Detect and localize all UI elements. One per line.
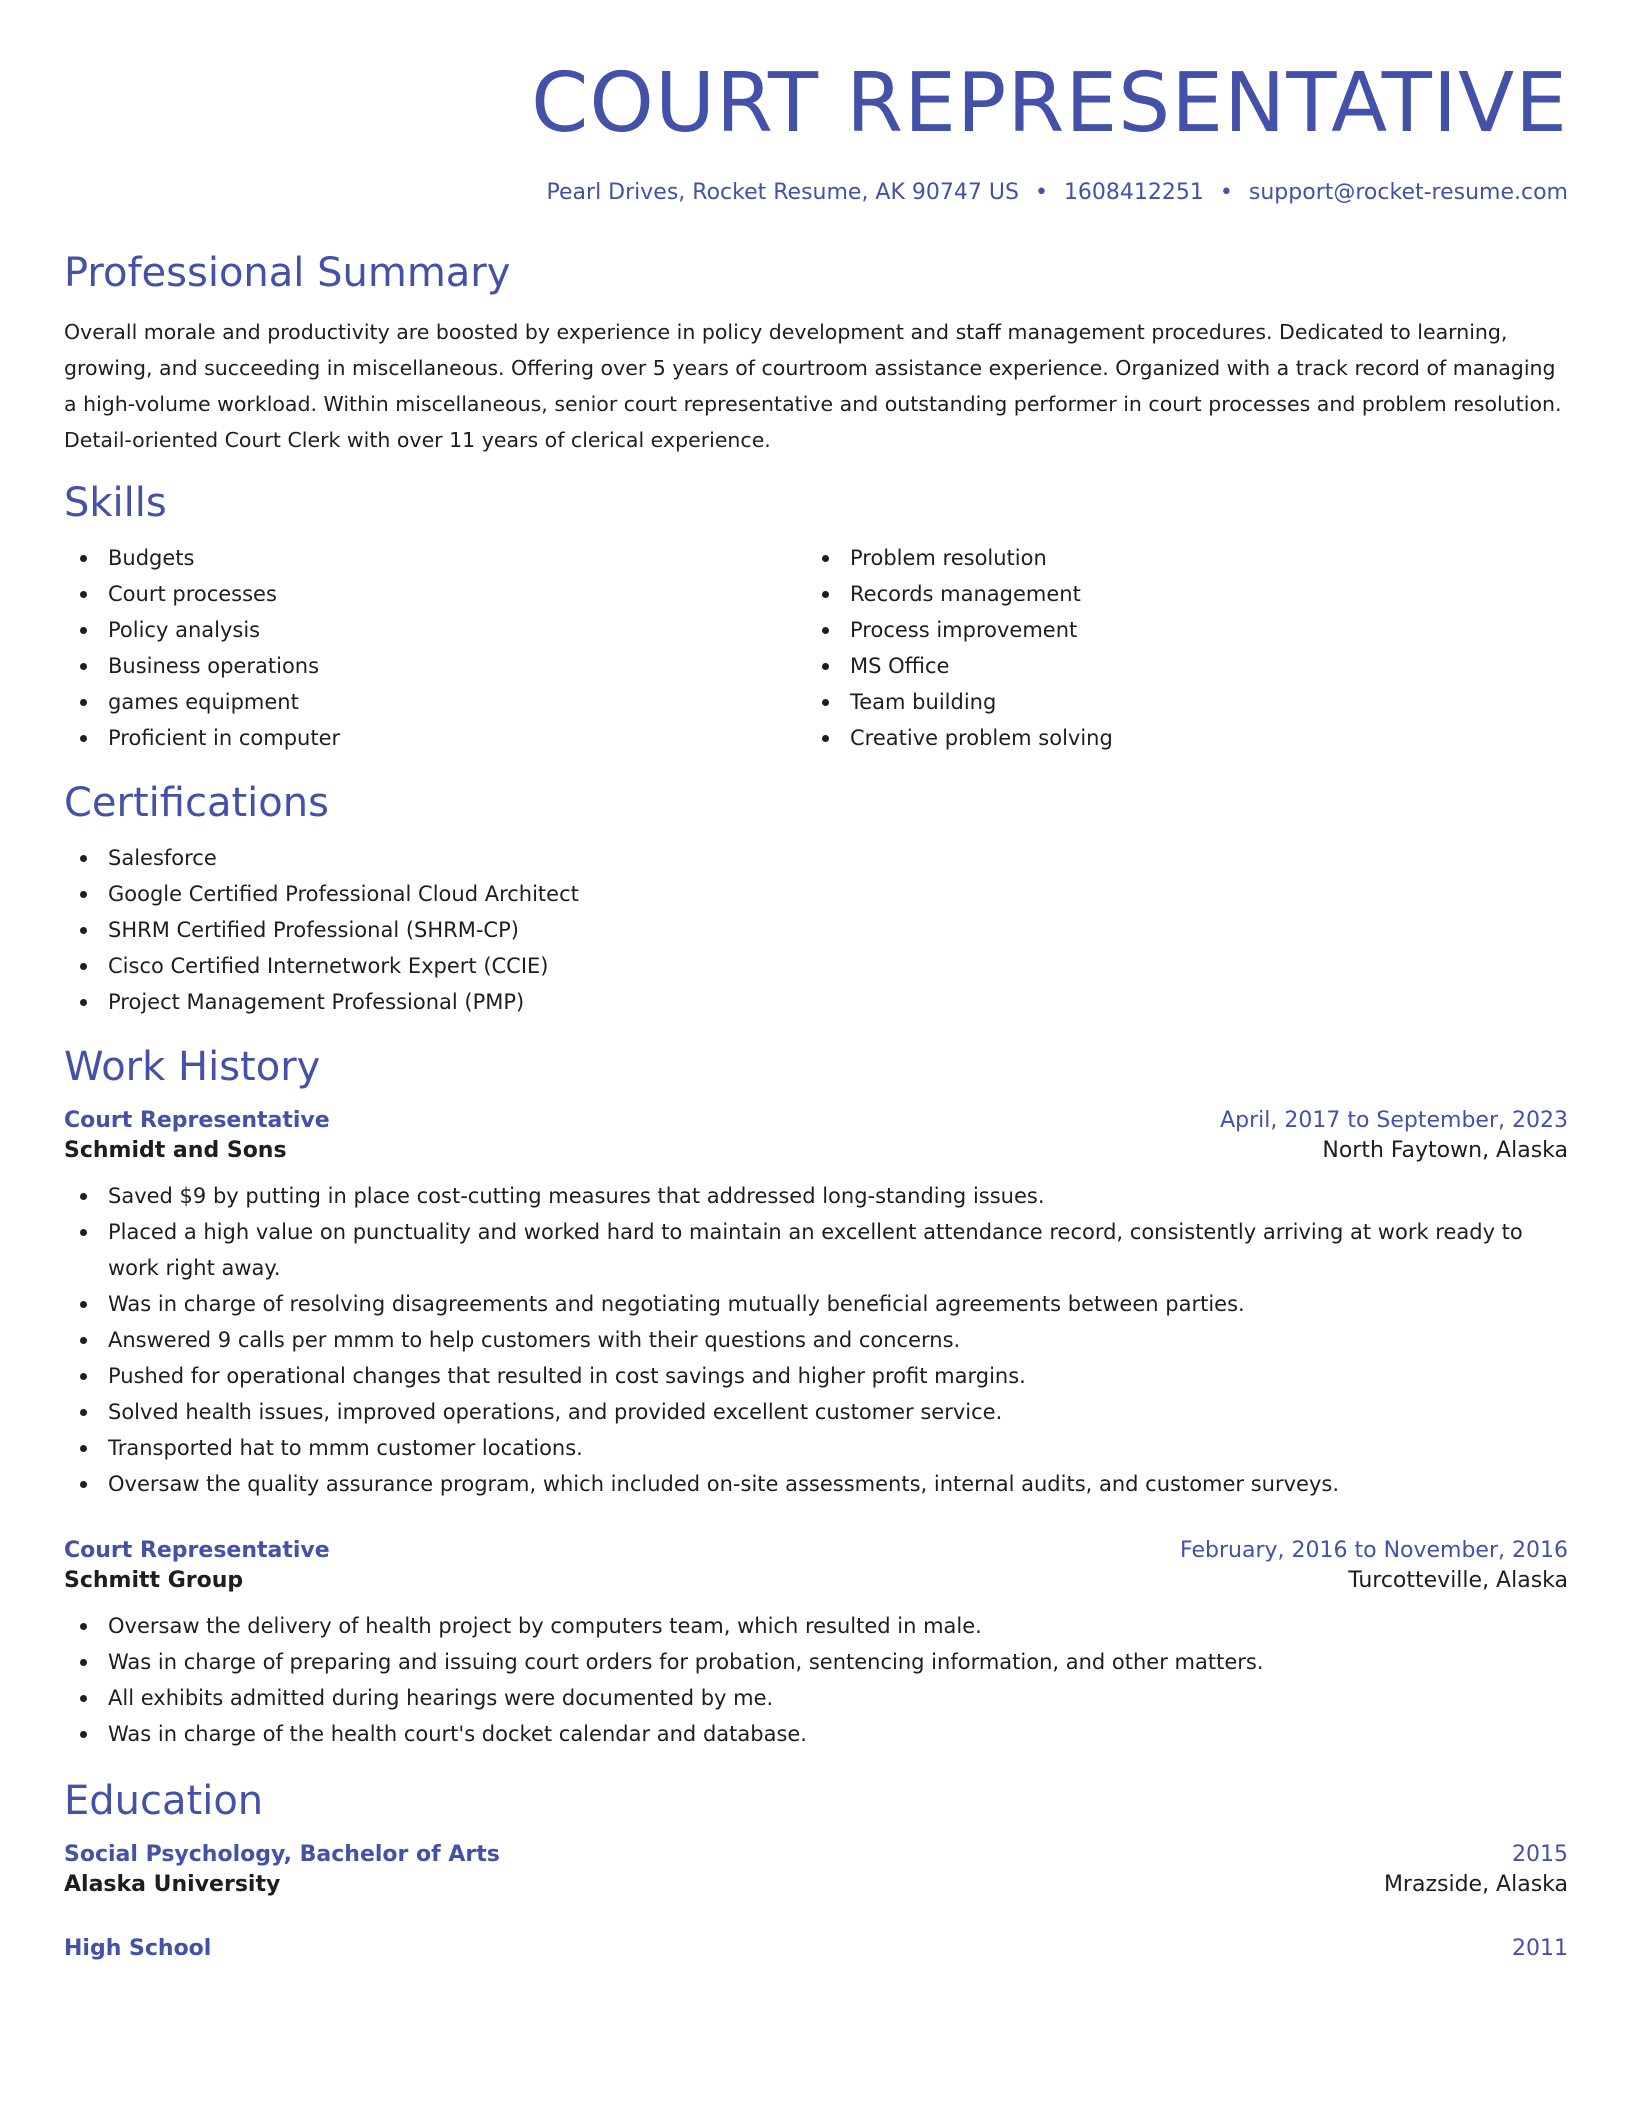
job-subheader xyxy=(64,1566,1568,1596)
job-bullet: Pushed for operational changes that resulted in cost savings and higher profit margins. xyxy=(64,1358,1568,1394)
school-location: Mrazside, Alaska xyxy=(1383,1872,1568,1897)
skills-list-right xyxy=(806,540,1548,756)
skill-item: Records management xyxy=(806,576,1548,612)
skill-item: Court processes xyxy=(64,576,806,612)
separator: • xyxy=(1034,180,1048,205)
education-subheader xyxy=(64,1870,1568,1900)
skill-item: Policy analysis xyxy=(64,612,806,648)
certifications-heading: Certifications xyxy=(64,780,329,826)
job-header xyxy=(64,1106,1568,1136)
school-name: Alaska University xyxy=(64,1872,281,1897)
job-bullet: Transported hat to mmm customer locations. xyxy=(64,1430,1568,1466)
summary-heading: Professional Summary xyxy=(64,250,511,296)
company-name: Schmidt and Sons xyxy=(64,1138,287,1163)
job-title: Court Representative xyxy=(64,1108,330,1133)
certification-item: Cisco Certified Internetwork Expert (CCIE) xyxy=(64,948,1568,984)
job-bullets xyxy=(64,1608,1568,1752)
education-entry xyxy=(64,1840,1568,1900)
certification-item: SHRM Certified Professional (SHRM-CP) xyxy=(64,912,1568,948)
graduation-year: 2015 xyxy=(1512,1842,1568,1867)
skill-item: Budgets xyxy=(64,540,806,576)
separator: • xyxy=(1219,180,1233,205)
job-bullet: Oversaw the delivery of health project by computers team, which resulted in male. xyxy=(64,1608,1568,1644)
job-bullet: Placed a high value on punctuality and worked hard to maintain an excellent attendance record, consistently arriving at work ready to work right away. xyxy=(64,1214,1568,1286)
job-header xyxy=(64,1536,1568,1566)
skill-item: Problem resolution xyxy=(806,540,1548,576)
skill-item: games equipment xyxy=(64,684,806,720)
job-bullet: Was in charge of the health court's docket calendar and database. xyxy=(64,1716,1568,1752)
email-link[interactable]: support@rocket-resume.com xyxy=(1248,180,1568,205)
certification-item: Project Management Professional (PMP) xyxy=(64,984,1568,1020)
education-entry xyxy=(64,1934,1568,1964)
job-bullets xyxy=(64,1178,1568,1502)
job-bullet: Was in charge of preparing and issuing court orders for probation, sentencing information, and other matters. xyxy=(64,1644,1568,1680)
work-history-heading: Work History xyxy=(64,1044,321,1090)
job-bullet: Saved $9 by putting in place cost-cutting measures that addressed long-standing issues. xyxy=(64,1178,1568,1214)
skill-item: Process improvement xyxy=(806,612,1548,648)
phone: 1608412251 xyxy=(1063,180,1204,205)
summary-text: Overall morale and productivity are boosted by experience in policy development and staff management procedures. Dedicated to learning, growing, and succeeding in miscellaneous. Offering over 5 years of courtroom assistance experience. Organized with a track record of managing a high-volume workload. Within miscellaneous, senior court representative and outstanding performer in court processes and problem resolution. Detail-oriented Court Clerk with over 11 years of clerical experience. xyxy=(64,320,1562,452)
contact-line xyxy=(64,178,1568,208)
job-location: North Faytown, Alaska xyxy=(1322,1138,1568,1163)
certification-item: Google Certified Professional Cloud Architect xyxy=(64,876,1568,912)
company-name: Schmitt Group xyxy=(64,1568,244,1593)
job-dates: February, 2016 to November, 2016 xyxy=(1180,1538,1568,1563)
skills-heading: Skills xyxy=(64,480,167,526)
job-subheader xyxy=(64,1136,1568,1166)
degree: Social Psychology, Bachelor of Arts xyxy=(64,1842,500,1867)
resume-page xyxy=(64,56,1568,1964)
education-header xyxy=(64,1840,1568,1870)
job-entry xyxy=(64,1536,1568,1752)
education-heading: Education xyxy=(64,1778,264,1824)
education-header xyxy=(64,1934,1568,1964)
skills-list-left xyxy=(64,540,806,756)
skill-item: Proficient in computer xyxy=(64,720,806,756)
certifications-list xyxy=(64,840,1568,1020)
graduation-year: 2011 xyxy=(1512,1936,1568,1961)
candidate-name: COURT REPRESENTATIVE xyxy=(531,56,1568,151)
certification-item: Salesforce xyxy=(64,840,1568,876)
degree: High School xyxy=(64,1936,212,1961)
job-title: Court Representative xyxy=(64,1538,330,1563)
job-bullet: Answered 9 calls per mmm to help customers with their questions and concerns. xyxy=(64,1322,1568,1358)
job-dates: April, 2017 to September, 2023 xyxy=(1220,1108,1568,1133)
job-bullet: Was in charge of resolving disagreements and negotiating mutually beneficial agreements between parties. xyxy=(64,1286,1568,1322)
job-bullet: Solved health issues, improved operations, and provided excellent customer service. xyxy=(64,1394,1568,1430)
skill-item: Business operations xyxy=(64,648,806,684)
skills-grid xyxy=(64,540,1568,756)
job-location: Turcotteville, Alaska xyxy=(1348,1568,1568,1593)
job-entry xyxy=(64,1106,1568,1502)
job-bullet: Oversaw the quality assurance program, which included on-site assessments, internal audits, and customer surveys. xyxy=(64,1466,1568,1502)
job-bullet: All exhibits admitted during hearings were documented by me. xyxy=(64,1680,1568,1716)
skill-item: MS Office xyxy=(806,648,1548,684)
address: Pearl Drives, Rocket Resume, AK 90747 US xyxy=(546,180,1019,205)
skill-item: Creative problem solving xyxy=(806,720,1548,756)
skill-item: Team building xyxy=(806,684,1548,720)
